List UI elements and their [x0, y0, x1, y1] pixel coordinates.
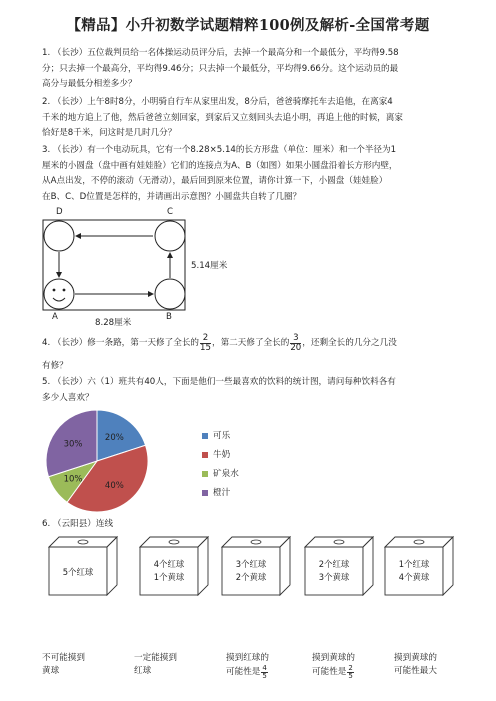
- pie-chart: [40, 405, 160, 517]
- fraction-2-5: $\frac{2}{5}$: [348, 664, 353, 680]
- legend-item-0: [202, 429, 230, 441]
- box-label-line-1: 5个红球: [62, 567, 94, 577]
- answer-4: 摸到黄球的 可能性是 $\frac{2}{5}$: [312, 653, 355, 680]
- box-opening-icon: [251, 540, 261, 544]
- face-eye-right: [63, 289, 66, 292]
- q3-line-3: 从A点出发，不停的滚动（无滑动），最后回到原来位置，请你计算一下，小圆盘（娃娃脸）: [42, 176, 388, 186]
- width-label: 8.28厘米: [95, 318, 132, 328]
- q5-line-1: 5. （长沙）六（1）班共有40人，下面是他们一些最喜欢的饮料的统计图，请问每种饮料各有: [42, 377, 396, 387]
- face-eye-left: [53, 289, 56, 292]
- legend-item-2: [202, 467, 239, 479]
- answer-5: 摸到黄球的 可能性最大: [394, 653, 437, 676]
- legend-swatch-1: [202, 452, 208, 458]
- legend-item-1: [202, 448, 230, 460]
- q4-line-2: 有修？: [42, 361, 68, 371]
- height-label: 5.14厘米: [191, 261, 228, 271]
- box-label-line-2: 1个黄球: [153, 572, 185, 582]
- legend-label-2: 矿泉水: [213, 469, 239, 479]
- box-label-line-1: 3个红球: [235, 559, 267, 569]
- legend-label-0: 可乐: [213, 431, 231, 441]
- legend-label-1: 牛奶: [213, 450, 231, 460]
- pie-label-0: 20%: [104, 433, 124, 444]
- legend-item-3: [202, 486, 230, 498]
- label-c: C: [167, 207, 174, 217]
- q2-line-1: 2. （长沙）上午8时8分，小明骑自行车从家里出发，8分后，爸爸骑摩托车去追他，在离家4: [42, 97, 393, 107]
- q4-post: ，还剩全长的几分之几没: [302, 338, 397, 348]
- box-1: [138, 535, 213, 599]
- box-3: [303, 535, 378, 599]
- box-label-line-1: 1个红球: [398, 559, 430, 569]
- q4-pre: 4. （长沙）修一条路，第一天修了全长的: [42, 338, 200, 348]
- box-label-line-2: 3个黄球: [318, 572, 350, 582]
- q2-line-2: 千米的地方追上了他，然后爸爸立刻回家，到家后又立刻回头去追小明，再追上他的时候，离家: [42, 112, 403, 123]
- fraction-2-15: $\frac{2}{15}$: [200, 332, 211, 353]
- q1-line-1: 1. （长沙）五位裁判员给一名体操运动员评分后，去掉一个最高分和一个最低分，平均得9.58: [42, 48, 399, 58]
- pie-label-3: 30%: [63, 439, 83, 450]
- box-label-line-1: 2个红球: [318, 559, 350, 569]
- box-label-line-1: 4个红球: [153, 559, 185, 569]
- box-0: [47, 535, 122, 599]
- legend-swatch-0: [202, 433, 208, 439]
- q2-line-3: 恰好是8千米，问这时是几时几分？: [42, 128, 177, 138]
- q4-mid: ，第二天修了全长的: [211, 338, 290, 348]
- box-opening-icon: [169, 540, 179, 544]
- question-4: [42, 332, 462, 374]
- label-a: A: [52, 312, 58, 322]
- circle-b: [155, 279, 185, 309]
- q3-line-2: 厘米的小圆盘（盘中画有娃娃脸）它们的连接点为A、B（如图）如果小圆盘沿着长方形内壁，: [42, 160, 398, 171]
- answer-1: 不可能摸到 黄球: [42, 653, 85, 676]
- box-label-line-2: 4个黄球: [398, 572, 430, 582]
- question-6: [42, 517, 462, 533]
- circle-c: [155, 221, 185, 251]
- pie-label-2: 10%: [63, 474, 83, 485]
- answer-3: 摸到红球的 可能性是 $\frac{4}{5}$: [226, 653, 269, 680]
- label-d: D: [56, 207, 63, 217]
- q6-line-1: 6. （云阳县）连线: [42, 519, 114, 529]
- circle-d: [44, 221, 74, 251]
- question-5: [42, 375, 462, 406]
- q1-line-3: 高分与最低分相差多少？: [42, 79, 137, 89]
- box-4: [383, 535, 458, 599]
- label-b: B: [166, 312, 172, 322]
- pie-label-1: 40%: [104, 480, 124, 491]
- answer-2: 一定能摸到 红球: [134, 653, 177, 676]
- q3-line-4: 在B、C、D位置是怎样的，并请画出示意图？小圆盘共自转了几圈？: [42, 191, 302, 202]
- page-title: 【精品】小升初数学试题精粹100例及解析-全国常考题: [66, 17, 430, 34]
- box-label-line-2: 2个黄球: [235, 572, 267, 582]
- q1-line-2: 分；只去掉一个最高分，平均得9.46分；只去掉一个最低分，平均得9.66分。这个运动员的最: [42, 63, 399, 74]
- circle-a-face: [44, 279, 74, 309]
- q3-line-1: 3. （长沙）有一个电动玩具，它有一个8.28×5.14的长方形盘（单位：厘米）和一个半径为1: [42, 145, 397, 155]
- box-opening-icon: [334, 540, 344, 544]
- box-opening-icon: [78, 540, 88, 544]
- box-opening-icon: [414, 540, 424, 544]
- fraction-3-20: $\frac{3}{20}$: [290, 332, 302, 353]
- legend-swatch-3: [202, 490, 208, 496]
- fraction-4-5: $\frac{4}{5}$: [262, 664, 267, 680]
- legend-label-3: 橙汁: [213, 488, 231, 498]
- q5-line-2: 多少人喜欢？: [42, 392, 94, 403]
- legend-swatch-2: [202, 471, 208, 477]
- box-2: [220, 535, 295, 599]
